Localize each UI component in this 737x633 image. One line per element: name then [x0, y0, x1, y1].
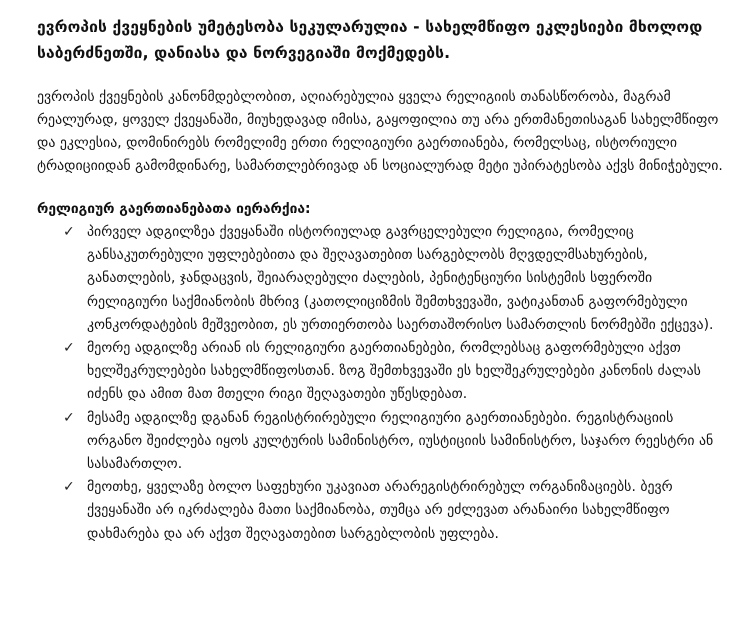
checkmark-icon: ✓: [63, 479, 75, 496]
list-item: [37, 407, 727, 477]
list-item-text: მეოთხე, ყველაზე ბოლო საფეხური უკავიათ არარეგისტრირებულ ორგანიზაციებს. ბევრ ქვეყანაში არ იკრძალება მათი საქმიანობა, თუმცა არ ეძლევათ არანაირი სახელმწიფო დახმარება და არ აქვთ შეღავათებით სარგებლობის უფლება.: [87, 479, 673, 542]
list-item-text: მესამე ადგილზე დგანან რეგისტრირებული რელიგიური გაერთიანებები. რეგისტრაციის ორგანო შეიძლება იყოს კულტურის სამინისტრო, იუსტიციის სამინისტრო, საჯარო რეესტრი ან სასამართლო.: [87, 409, 714, 473]
list-item-text: პირველ ადგილზეა ქვეყანაში ისტორიულად გავრცელებული რელიგია, რომელიც განსაკუთრებული უფლებებითა და შეღავათებით სარგებლობს მღვდელმსახურების, განათლების, ჯანდაცვის, შეიარაღებული ძალების, პენიტენციური სისტემის სფეროში რელიგიური საქმიანობის მხრივ (კათოლიციზმის შემთხვევაში, ვატიკანთან გაფორმებული კონკორდატების მეშვეობით, ეს ურთიერთობა საერთაშორისო სამართლის ნორმებში ექცევა).: [87, 224, 714, 333]
hierarchy-heading: რელიგიურ გაერთიანებათა იერარქია:: [37, 201, 311, 217]
checkmark-icon: ✓: [63, 340, 75, 357]
document-title: ევროპის ქვეყნების უმეტესობა სეკულარულია - სახელმწიფო ეკლესიები მხოლოდ საბერძნეთში, დანიასა და ნორვეგიაში მოქმედებს.: [37, 18, 703, 62]
checkmark-icon: ✓: [63, 409, 75, 426]
list-item-text: მეორე ადგილზე არიან ის რელიგიური გაერთიანებები, რომლებსაც გაფორმებული აქვთ ხელშეკრულებები სახელმწიფოსთან. ზოგ შემთხვევაში ეს ხელშეკრულებები კანონის ძალას იძენს და ამით მათ მთელი რიგი შეღავათები უწესდებათ.: [87, 340, 701, 403]
list-item: [37, 221, 727, 337]
intro-paragraph: ევროპის ქვეყნების კანონმდებლობით, აღიარებულია ყველა რელიგიის თანასწორობა, მაგრამ რეალურად, ყოველ ქვეყანაში, მიუხედავად იმისა, გაყოფილია თუ არა ერთმანეთისაგან სახელმწიფო და ეკლესია, დომინირებს რომელიმე ერთი რელიგიური გაერთიანება, რომელსაც, ისტორიული ტრადიციიდან გამომდინარე, სამართლებრივად ან სოციალურად მეტი უპირატესობა აქვს მინიჭებული.: [37, 89, 723, 174]
list-item: [37, 476, 727, 546]
checkmark-icon: ✓: [63, 224, 75, 240]
document-body: [37, 14, 727, 546]
hierarchy-list: [37, 221, 727, 546]
list-item: [37, 337, 727, 407]
